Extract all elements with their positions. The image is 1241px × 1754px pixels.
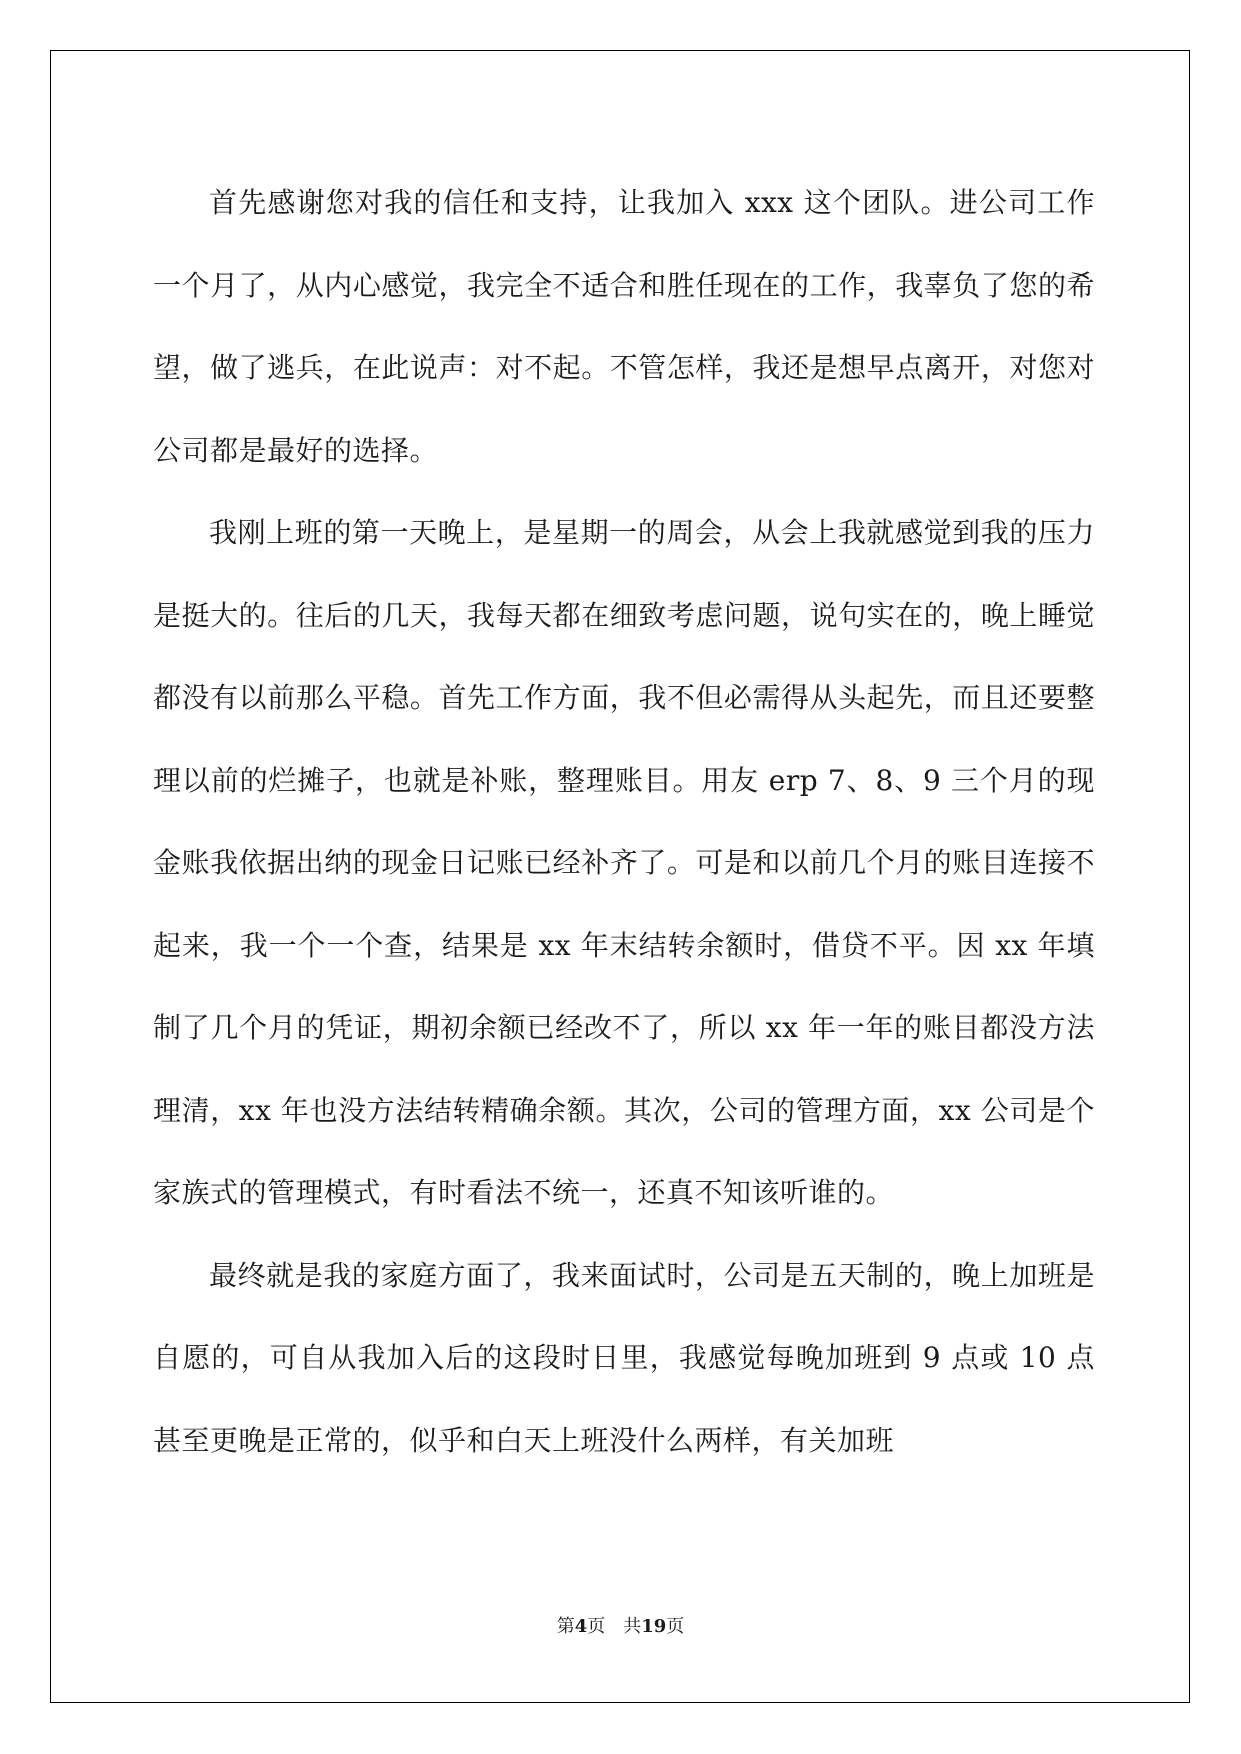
footer-total-prefix: 共: [623, 1616, 642, 1637]
footer-page-number: 4: [574, 1616, 588, 1637]
paragraph-2: 我刚上班的第一天晚上，是星期一的周会，从会上我就感觉到我的压力是挺大的。往后的几天，我每天都在细致考虑问题，说句实在的，晚上睡觉都没有以前那么平稳。首先工作方面，我不但必需得从头起先，而且还要整理以前的烂摊子，也就是补账，整理账目。用友 erp 7、8、9 三个月的现金账我依据出纳的现金日记账已经补齐了。可是和以前几个月的账目连接不起来，我一个一个查，结果是 xx 年末结转余额时，借贷不平。因 xx 年填制了几个月的凭证，期初余额已经改不了，所以 xx 年一年的账目都没方法理清，xx 年也没方法结转精确余额。其次，公司的管理方面，xx 公司是个家族式的管理模式，有时看法不统一，还真不知该听谁的。: [153, 516, 1095, 1209]
footer-page-suffix: 页: [587, 1616, 606, 1637]
paragraph-3: 最终就是我的家庭方面了，我来面试时，公司是五天制的，晚上加班是自愿的，可自从我加入后的这段时日里，我感觉每晚加班到 9 点或 10 点甚至更晚是正常的，似乎和白天上班没什么两样，有关加班: [153, 1258, 1095, 1457]
footer-total-pages: 19: [641, 1616, 667, 1637]
paragraph-1: 首先感谢您对我的信任和支持，让我加入 xxx 这个团队。进公司工作一个月了，从内心感觉，我完全不适合和胜任现在的工作，我辜负了您的希望，做了逃兵，在此说声：对不起。不管怎样，我还是想早点离开，对您对公司都是最好的选择。: [153, 186, 1095, 467]
footer-total-suffix: 页: [666, 1616, 685, 1637]
page-footer: [0, 1616, 1241, 1638]
footer-page-prefix: 第: [556, 1616, 575, 1637]
document-body: [153, 162, 1095, 1482]
